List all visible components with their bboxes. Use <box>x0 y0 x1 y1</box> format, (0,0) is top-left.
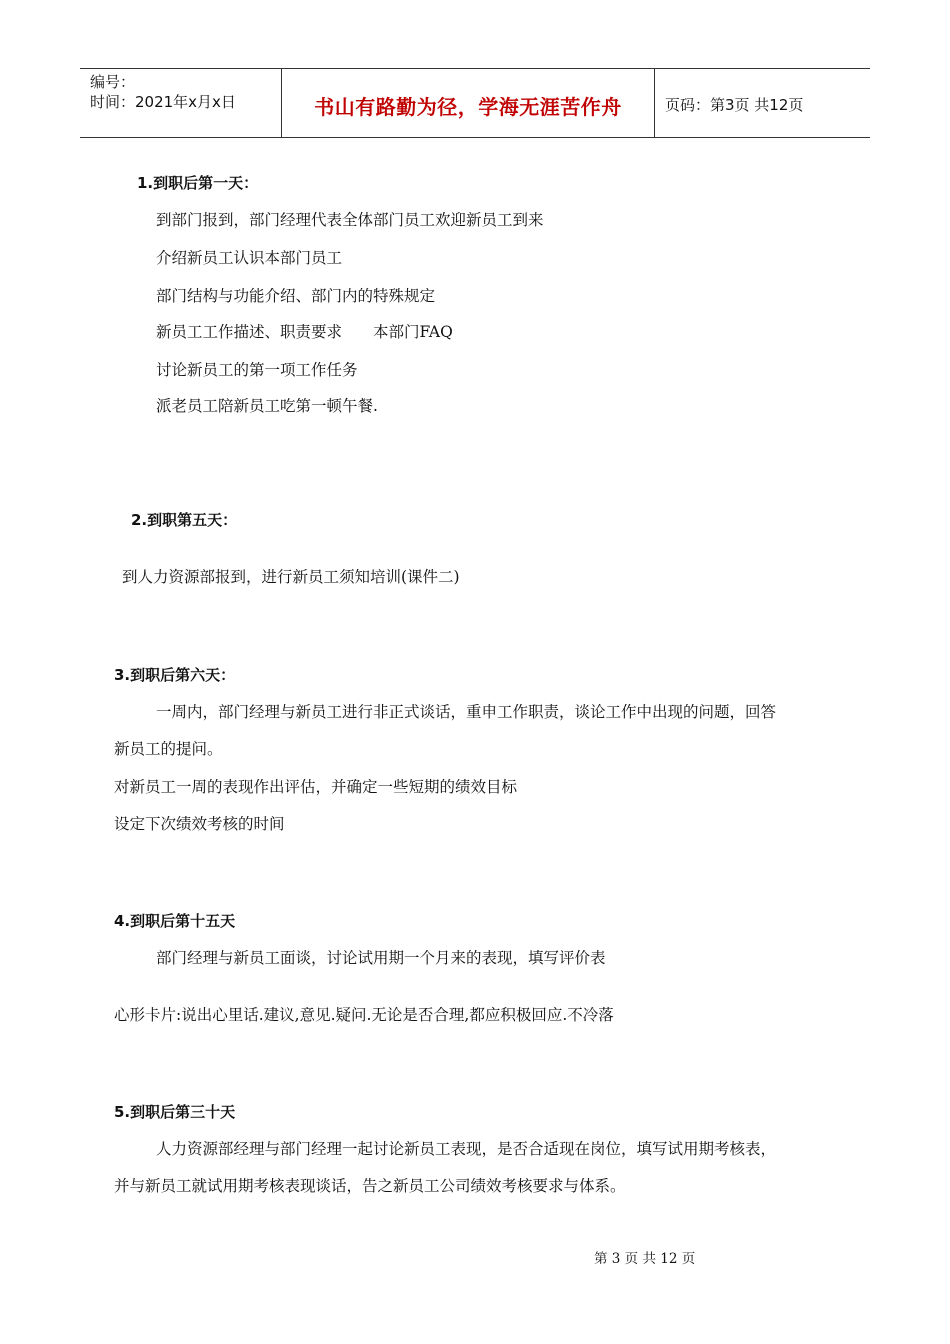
body-line: 一周内，部门经理与新员工进行非正式谈话，重申工作职责，谈论工作中出现的问题，回答 <box>156 703 777 721</box>
header-meta-cell <box>80 69 282 137</box>
section-heading: 2.到职第五天： <box>131 511 238 529</box>
page-footer: 第 3 页 共 12 页 <box>594 1251 696 1267</box>
header-motto: 书山有路勤为径，学海无涯苦作舟 <box>314 95 622 119</box>
body-line: 到人力资源部报到，进行新员工须知培训(课件二) <box>122 568 460 586</box>
body-line: 新员工的提问。 <box>114 740 223 758</box>
header-motto-cell <box>282 69 655 137</box>
body-line: 并与新员工就试用期考核表现谈话，告之新员工公司绩效考核要求与体系。 <box>114 1177 626 1195</box>
header-page-number: 页码：第3页 共12页 <box>665 96 804 114</box>
time-label: 时间：2021年x月x日 <box>90 93 236 111</box>
body-line: 新员工工作描述、职责要求 本部门FAQ <box>156 323 453 341</box>
body-line: 人力资源部经理与部门经理一起讨论新员工表现，是否合适现在岗位，填写试用期考核表， <box>156 1140 777 1158</box>
body-line: 讨论新员工的第一项工作任务 <box>156 361 358 379</box>
body-line: 心形卡片:说出心里话.建议,意见.疑问.无论是否合理,都应积极回应.不冷落 <box>114 1006 614 1024</box>
section-heading: 4.到职后第十五天 <box>114 912 236 930</box>
body-line: 对新员工一周的表现作出评估，并确定一些短期的绩效目标 <box>114 778 518 796</box>
number-label: 编号： <box>90 73 136 91</box>
section-heading: 1.到职后第一天： <box>137 174 259 192</box>
body-line: 到部门报到，部门经理代表全体部门员工欢迎新员工到来 <box>156 211 544 229</box>
body-line: 设定下次绩效考核的时间 <box>114 815 285 833</box>
body-line: 部门经理与新员工面谈，讨论试用期一个月来的表现，填写评价表 <box>156 949 606 967</box>
body-line: 介绍新员工认识本部门员工 <box>156 249 343 267</box>
body-line: 派老员工陪新员工吃第一顿午餐. <box>156 397 378 415</box>
page-header <box>80 68 870 138</box>
section-heading: 3.到职后第六天： <box>114 666 236 684</box>
body-line: 部门结构与功能介绍、部门内的特殊规定 <box>156 287 436 305</box>
section-heading: 5.到职后第三十天 <box>114 1103 236 1121</box>
header-page-cell <box>656 69 870 137</box>
